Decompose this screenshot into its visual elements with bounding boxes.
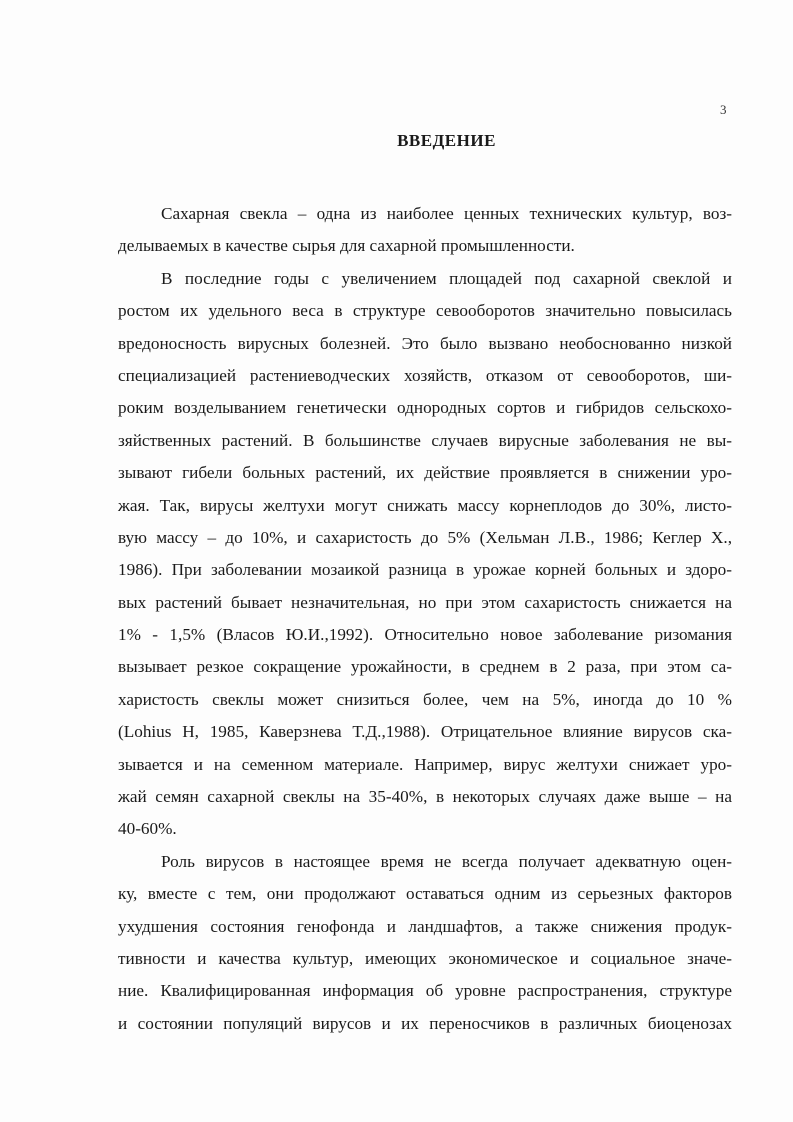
text-line: харистость свеклы может снизиться более, чем на 5%, иногда до 10 %	[118, 689, 732, 709]
text-line: и состоянии популяций вирусов и их переносчиков в различных биоценозах	[118, 1013, 732, 1033]
body-text	[118, 198, 732, 1040]
text-line: Роль вирусов в настоящее время не всегда получает адекватную оцен-	[161, 851, 732, 871]
page-title: ВВЕДЕНИЕ	[397, 131, 496, 150]
text-line: 40-60%.	[118, 819, 177, 839]
text-line: 1% - 1,5% (Власов Ю.И.,1992). Относительно новое заболевание ризомания	[118, 625, 732, 645]
text-line: Сахарная свекла – одна из наиболее ценных технических культур, воз-	[161, 204, 732, 223]
text-line: вызывает резкое сокращение урожайности, в среднем в 2 раза, при этом са-	[118, 657, 732, 677]
text-line: специализацией растениеводческих хозяйств, отказом от севооборотов, ши-	[118, 365, 732, 385]
text-line: ку, вместе с тем, они продолжают оставаться одним из серьезных факторов	[118, 884, 732, 904]
text-line: зяйственных растений. В большинстве случаев вирусные заболевания не вы-	[118, 430, 732, 450]
text-line: жай семян сахарной свеклы на 35-40%, в некоторых случаях даже выше – на	[118, 787, 732, 807]
text-line: (Lohius H, 1985, Каверзнева Т.Д.,1988). Отрицательное влияние вирусов ска-	[118, 722, 732, 742]
page-number: 3	[720, 102, 727, 117]
text-line: В последние годы с увеличением площадей под сахарной свеклой и	[161, 268, 732, 288]
text-line: жая. Так, вирусы желтухи могут снижать массу корнеплодов до 30%, листо-	[118, 495, 732, 515]
text-line: зывают гибели больных растений, их действие проявляется в снижении уро-	[118, 463, 732, 483]
text-line: 1986). При заболевании мозаикой разница в урожае корней больных и здоро-	[118, 560, 732, 580]
paragraph-2	[118, 263, 732, 846]
text-line: ростом их удельного веса в структуре севооборотов значительно повысилась	[118, 301, 732, 321]
text-line: зывается и на семенном материале. Например, вирус желтухи снижает уро-	[118, 754, 732, 774]
paragraph-1	[118, 198, 732, 263]
text-line: роким возделыванием генетически однородных сортов и гибридов сельскохо-	[118, 398, 732, 418]
text-line: делываемых в качестве сырья для сахарной промышленности.	[118, 236, 575, 256]
text-line: ние. Квалифицированная информация об уровне распространения, структуре	[118, 981, 732, 1001]
text-line: вредоносность вирусных болезней. Это было вызвано необоснованно низкой	[118, 333, 732, 353]
text-line: вую массу – до 10%, и сахаристость до 5% (Хельман Л.В., 1986; Кеглер Х.,	[118, 527, 732, 547]
text-line: тивности и качества культур, имеющих экономическое и социальное значе-	[118, 948, 732, 968]
text-line: ухудшения состояния генофонда и ландшафтов, а также снижения продук-	[118, 916, 732, 936]
text-line: вых растений бывает незначительная, но при этом сахаристость снижается на	[118, 592, 732, 612]
paragraph-3	[118, 846, 732, 1040]
